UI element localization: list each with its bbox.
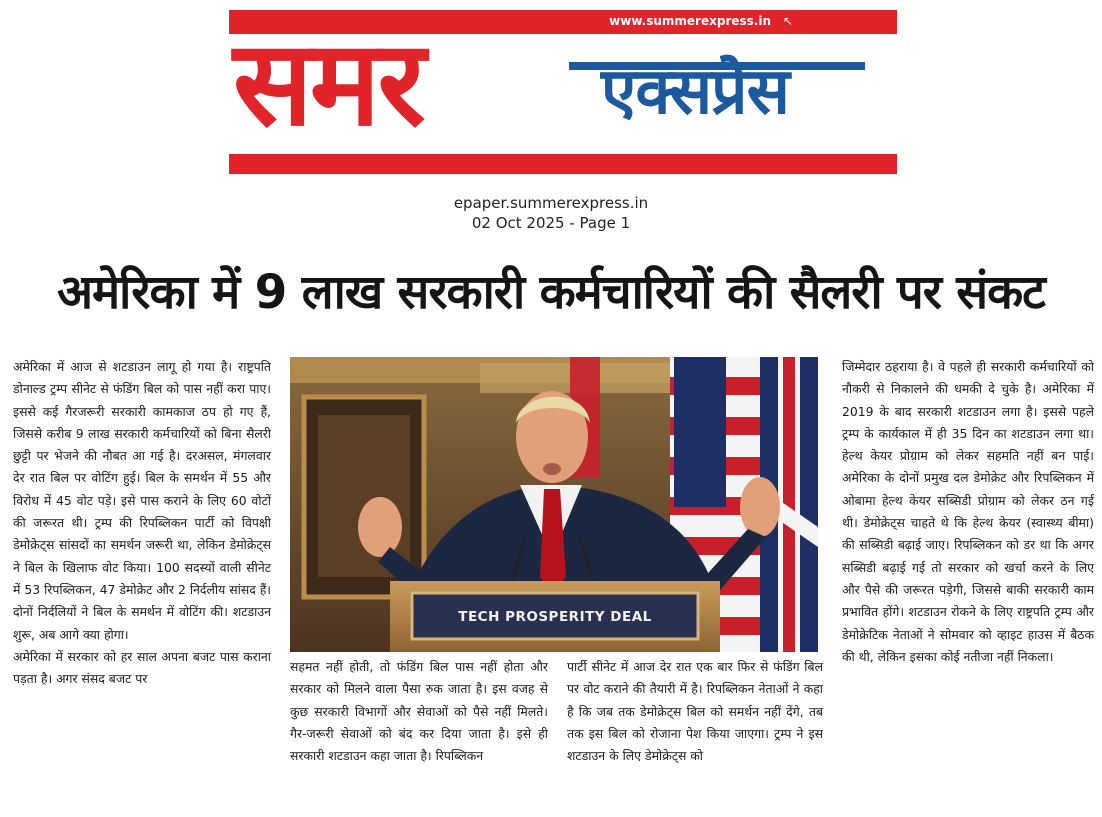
date-page: 02 Oct 2025 - Page 1 — [471, 214, 631, 232]
article-paragraph: सहमत नहीं होती, तो फंडिंग बिल पास नहीं होता और सरकार को मिलने वाला पैसा रुक जाता है। इस वजह से कुछ सरकारी विभागों और सेवाओं को पैसे नहीं मिलते। गैर-जरूरी सेवाओं को बंद कर दिया जाता है। इसे ही सरकारी शटडाउन कहा जाता है। रिपब्लिकन — [290, 659, 548, 764]
news-photo — [290, 357, 818, 652]
article-paragraph: अमेरिका में सरकार को हर साल अपना बजट पास कराना पड़ता है। अगर संसद बजट पर — [13, 648, 271, 687]
article-column-1 — [13, 356, 271, 690]
podium-label: TECH PROSPERITY DEAL — [458, 609, 652, 625]
website-url[interactable]: www.summerexpress.in — [609, 14, 771, 28]
epaper-url[interactable]: epaper.summerexpress.in — [453, 194, 649, 212]
masthead — [229, 10, 897, 174]
brand-logo-text: समर — [233, 14, 423, 152]
photo-illustration — [290, 357, 818, 652]
article-column-2 — [290, 656, 548, 767]
edition-info — [0, 193, 1102, 233]
podium — [390, 581, 720, 652]
article-paragraph: पार्टी सीनेट में आज देर रात एक बार फिर से फंडिंग बिल पर वोट कराने की तैयारी में है। रिपब्लिकन नेताओं ने कहा है कि जब तक डेमोक्रेट्स बिल को समर्थन नहीं देंगे, तब तक इस बिल को रोजाना पेश किया जाएगा। ट्रम्प ने इस शटडाउन के लिए डेमोक्रेट्स को — [567, 659, 823, 764]
article-paragraph: अमेरिका में आज से शटडाउन लागू हो गया है। राष्ट्रपति डोनाल्ड ट्रम्प सीनेट से फंडिंग बिल को पास नहीं करा पाए। इससे कई गैरजरूरी सरकारी कामकाज ठप हो गए हैं, जिससे करीब 9 लाख सरकारी कर्मचारियों को बिना सैलरी छुट्टी पर भेजने की नौबत आ गई है। दरअसल, मंगलवार देर रात बिल पर वोटिंग हुई। बिल के समर्थन में 55 और विरोध में 45 वोट पड़े। इसे पास कराने के लिए 60 वोटों की जरूरत थी। ट्रम्प की रिपब्लिकन पार्टी को विपक्षी डेमोक्रेट्स सांसदों का समर्थन जरूरी था, लेकिन डेमोक्रेट्स ने बिल के खिलाफ वोट किया। 100 सदस्यों वाली सीनेट में 53 रिपब्लिकन, 47 डेमोक्रेट और 2 निर्दलीय सांसद हैं। दोनों निर्दलियों ने बिल के समर्थन में वोटिंग की। शटडाउन शुरू, अब आगे क्या होगा। — [13, 359, 271, 642]
sub-brand-logo-text: एक्सप्रेस — [601, 55, 789, 129]
masthead-bottom-bar — [229, 154, 897, 174]
article-column-3 — [567, 656, 823, 767]
article-column-4 — [842, 356, 1094, 668]
article-paragraph: जिम्मेदार ठहराया है। वे पहले ही सरकारी कर्मचारियों को नौकरी से निकालने की धमकी दे चुके है। अमेरिका में 2019 के बाद सरकारी शटडाउन लगा है। इससे पहले ट्रम्प के कार्यकाल में ही 35 दिन का शटडाउन लगा था। हेल्थ केयर प्रोग्राम को लेकर सहमति नहीं बन पाई। अमेरिका के दोनों प्रमुख दल डेमोक्रेट और रिपब्लिकन में ओबामा हेल्थ केयर सब्सिडी प्रोग्राम को लेकर ठन गई थी। डेमोक्रेट्स चाहते थे कि हेल्थ केयर (स्वास्थ्य बीमा) की सब्सिडी बढ़ाई जाए। रिपब्लिकन को डर था कि अगर सब्सिडी बढ़ाई गई तो सरकार को खर्चा करने के लिए और पैसे की जरूरत पड़ेगी, जिससे बाकी सरकारी काम प्रभावित होंगे। शटडाउन रोकने के लिए राष्ट्रपति ट्रम्प और डेमोक्रेटिक नेताओं ने सोमवार को व्हाइट हाउस में बैठक की थी, लेकिन इसका कोई नतीजा नहीं निकला। — [842, 359, 1094, 664]
cursor-icon: ↖ — [782, 14, 793, 28]
headline: अमेरिका में 9 लाख सरकारी कर्मचारियों की सैलरी पर संकट — [57, 265, 1045, 320]
